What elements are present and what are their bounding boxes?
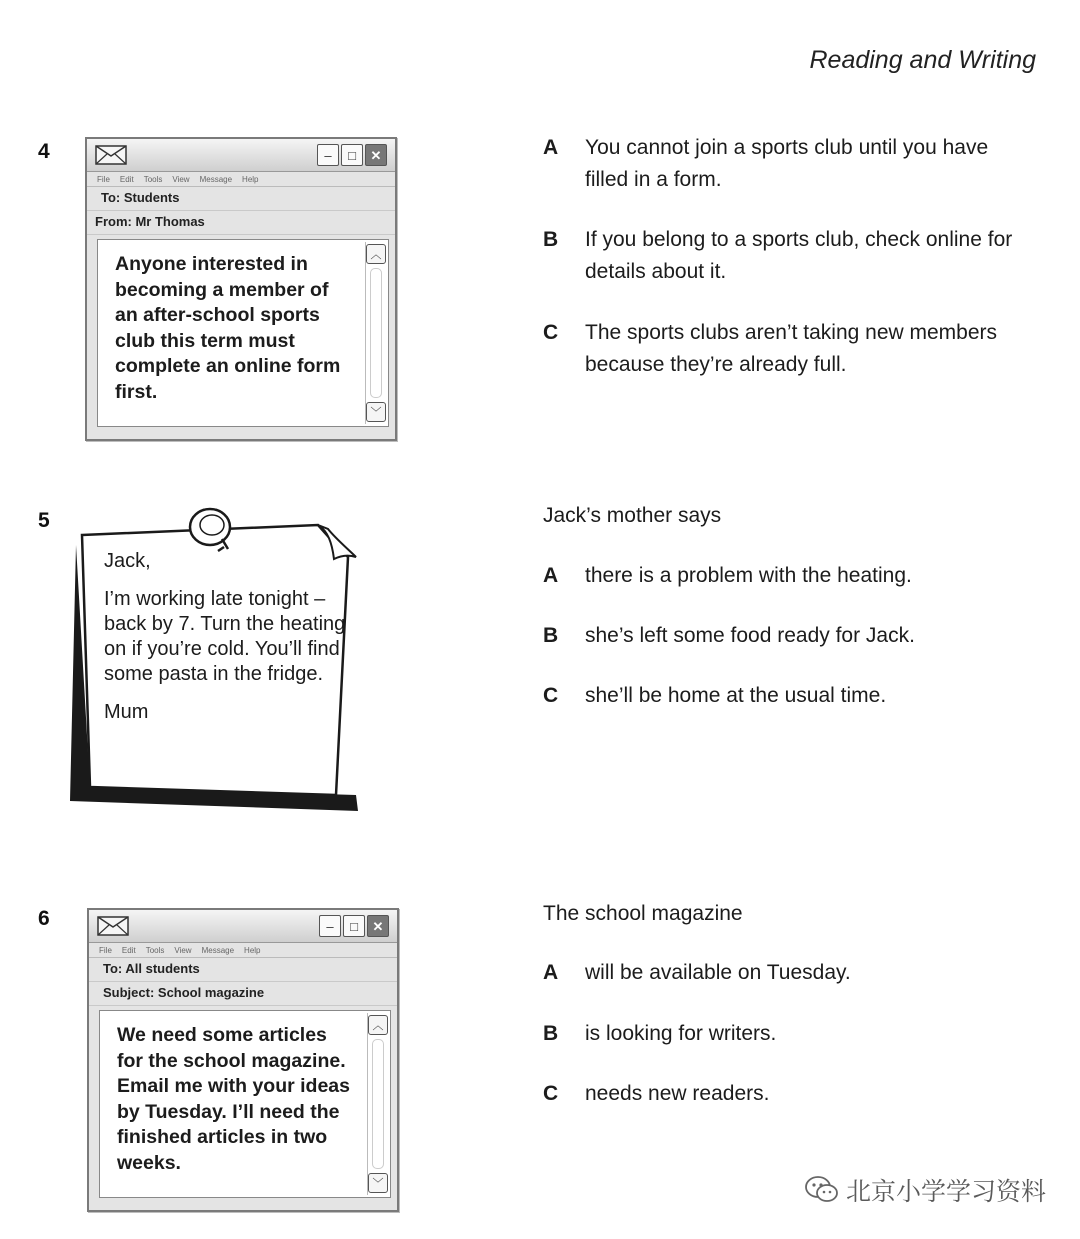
option-q4-c	[543, 317, 1035, 381]
email-menubar	[89, 943, 397, 958]
option-q6-c	[543, 1078, 1035, 1110]
option-letter: C	[543, 684, 559, 707]
option-q6-a	[543, 957, 1035, 989]
menu-file[interactable]: File	[99, 945, 112, 955]
email-menubar	[87, 172, 395, 187]
option-q4-a	[543, 132, 1035, 196]
option-text: If you belong to a sports club, check online for details about it.	[585, 228, 1013, 283]
note-signature: Mum	[104, 701, 149, 723]
option-q5-a	[543, 560, 1035, 592]
question-stem-q5: Jack’s mother says	[543, 504, 722, 527]
menu-message[interactable]: Message	[199, 174, 233, 184]
scroll-down-icon[interactable]: ﹀	[366, 402, 386, 422]
option-q5-b	[543, 620, 1035, 652]
note-body: I’m working late tonight – back by 7. Turn the heating on if you’re cold. You’ll find some pasta in the fridge.	[104, 588, 346, 685]
page-header: Reading and Writing	[809, 46, 1036, 74]
email-body-box	[99, 1010, 391, 1198]
menu-view[interactable]: View	[174, 945, 192, 955]
menu-help[interactable]: Help	[242, 174, 259, 184]
envelope-icon	[95, 145, 127, 165]
email-subject-field: Subject: School magazine	[89, 982, 397, 1006]
email-to-field: To: All students	[89, 958, 397, 982]
menu-view[interactable]: View	[172, 174, 190, 184]
scroll-down-icon[interactable]: ﹀	[368, 1173, 388, 1193]
option-letter: A	[543, 961, 559, 984]
close-icon[interactable]: ✕	[365, 144, 387, 166]
option-text: will be available on Tuesday.	[585, 961, 851, 984]
menu-file[interactable]: File	[97, 174, 110, 184]
option-letter: C	[543, 321, 559, 344]
scrollbar[interactable]	[367, 1013, 388, 1195]
option-text: The sports clubs aren’t taking new members because they’re already full.	[585, 321, 998, 376]
note-content	[104, 549, 354, 725]
option-text: You cannot join a sports club until you have filled in a form.	[585, 136, 989, 191]
option-q6-b	[543, 1018, 1035, 1050]
envelope-icon	[97, 916, 129, 936]
email-window-q4	[85, 137, 397, 441]
maximize-icon[interactable]: □	[343, 915, 365, 937]
option-text: there is a problem with the heating.	[585, 564, 912, 587]
question-stem-q6: The school magazine	[543, 902, 743, 925]
question-number-4: 4	[38, 140, 50, 163]
watermark	[804, 1172, 1046, 1208]
email-to-field: To: Students	[87, 187, 395, 211]
option-letter: A	[543, 564, 559, 587]
scroll-up-icon[interactable]: ︿	[368, 1015, 388, 1035]
question-number-6: 6	[38, 907, 50, 930]
menu-tools[interactable]: Tools	[143, 174, 163, 184]
option-letter: C	[543, 1082, 559, 1105]
option-letter: B	[543, 228, 559, 251]
scroll-track[interactable]	[372, 1039, 384, 1169]
watermark-text: 北京小学学习资料	[845, 1178, 1046, 1206]
email-titlebar	[89, 910, 397, 943]
note-salutation: Jack,	[104, 550, 151, 572]
option-letter: A	[543, 136, 559, 159]
option-text: needs new readers.	[585, 1082, 770, 1105]
menu-message[interactable]: Message	[201, 945, 235, 955]
maximize-icon[interactable]: □	[341, 144, 363, 166]
email-body-text: Anyone interested in becoming a member of an after-school sports club this term must complete an online form first.	[115, 253, 341, 403]
menu-edit[interactable]: Edit	[119, 174, 134, 184]
scroll-up-icon[interactable]: ︿	[366, 244, 386, 264]
email-titlebar	[87, 139, 395, 172]
email-window-q6	[87, 908, 399, 1212]
option-letter: B	[543, 624, 559, 647]
minimize-icon[interactable]: –	[317, 144, 339, 166]
email-from-field: From: Mr Thomas	[87, 211, 395, 235]
close-icon[interactable]: ✕	[367, 915, 389, 937]
minimize-icon[interactable]: –	[319, 915, 341, 937]
menu-help[interactable]: Help	[244, 945, 261, 955]
question-number-5: 5	[38, 509, 50, 532]
option-letter: B	[543, 1022, 559, 1045]
scrollbar[interactable]	[365, 242, 386, 424]
option-text: she’ll be home at the usual time.	[585, 684, 887, 707]
option-q4-b	[543, 224, 1035, 288]
menu-edit[interactable]: Edit	[121, 945, 136, 955]
option-text: is looking for writers.	[585, 1022, 777, 1045]
menu-tools[interactable]: Tools	[145, 945, 165, 955]
scroll-track[interactable]	[370, 268, 382, 398]
wechat-icon	[804, 1175, 840, 1205]
option-text: she’s left some food ready for Jack.	[585, 624, 915, 647]
email-body-text: We need some articles for the school magazine. Email me with your ideas by Tuesday. I’ll need the finished articles in two weeks.	[117, 1024, 350, 1174]
option-q5-c	[543, 680, 1035, 712]
email-body-box	[97, 239, 389, 427]
